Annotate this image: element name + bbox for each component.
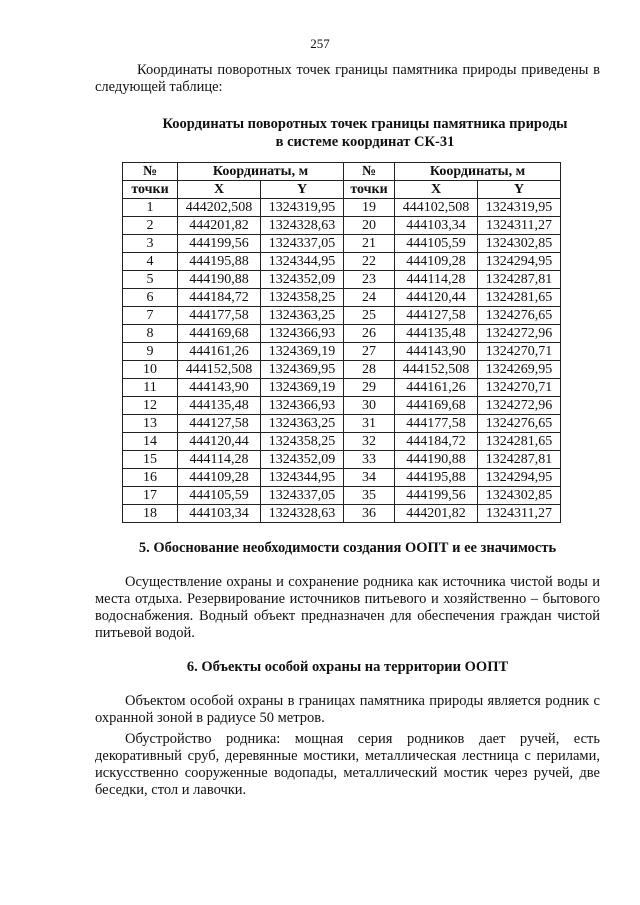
header-coords-2: Координаты, м (395, 163, 561, 181)
table-row (123, 343, 561, 361)
cell-x-2: 444143,90 (395, 343, 478, 361)
table-row (123, 307, 561, 325)
cell-y: 1324369,19 (261, 379, 344, 397)
cell-y-2: 1324319,95 (478, 199, 561, 217)
cell-y: 1324358,25 (261, 433, 344, 451)
cell-x-2: 444152,508 (395, 361, 478, 379)
table-row (123, 415, 561, 433)
cell-y: 1324319,95 (261, 199, 344, 217)
intro-paragraph: Координаты поворотных точек границы памятника природы приведены в следующей таблице: (95, 62, 600, 95)
cell-y-2: 1324294,95 (478, 469, 561, 487)
cell-x: 444202,508 (178, 199, 261, 217)
cell-x-2: 444161,26 (395, 379, 478, 397)
cell-y: 1324366,93 (261, 325, 344, 343)
cell-point-no: 6 (123, 289, 178, 307)
cell-y: 1324366,93 (261, 397, 344, 415)
cell-x-2: 444105,59 (395, 235, 478, 253)
cell-y-2: 1324270,71 (478, 379, 561, 397)
cell-x: 444161,26 (178, 343, 261, 361)
cell-x: 444103,34 (178, 505, 261, 523)
cell-point-no: 7 (123, 307, 178, 325)
cell-x-2: 444184,72 (395, 433, 478, 451)
cell-point-no: 4 (123, 253, 178, 271)
cell-x-2: 444201,82 (395, 505, 478, 523)
header-x: X (178, 181, 261, 199)
cell-x-2: 444120,44 (395, 289, 478, 307)
cell-y-2: 1324287,81 (478, 271, 561, 289)
cell-y-2: 1324302,85 (478, 235, 561, 253)
cell-point-no: 3 (123, 235, 178, 253)
cell-point-no-2: 26 (344, 325, 395, 343)
cell-y: 1324328,63 (261, 505, 344, 523)
cell-x: 444109,28 (178, 469, 261, 487)
cell-point-no-2: 32 (344, 433, 395, 451)
cell-y-2: 1324302,85 (478, 487, 561, 505)
cell-point-no-2: 35 (344, 487, 395, 505)
cell-x: 444190,88 (178, 271, 261, 289)
cell-y: 1324344,95 (261, 253, 344, 271)
cell-point-no-2: 34 (344, 469, 395, 487)
table-row (123, 505, 561, 523)
header-coords: Координаты, м (178, 163, 344, 181)
cell-point-no: 2 (123, 217, 178, 235)
cell-x-2: 444195,88 (395, 469, 478, 487)
cell-x-2: 444109,28 (395, 253, 478, 271)
header-y-2: Y (478, 181, 561, 199)
cell-x: 444201,82 (178, 217, 261, 235)
cell-point-no-2: 20 (344, 217, 395, 235)
cell-y-2: 1324281,65 (478, 433, 561, 451)
cell-point-no: 11 (123, 379, 178, 397)
cell-x: 444152,508 (178, 361, 261, 379)
cell-y: 1324363,25 (261, 307, 344, 325)
cell-y: 1324337,05 (261, 235, 344, 253)
cell-point-no: 1 (123, 199, 178, 217)
cell-point-no-2: 19 (344, 199, 395, 217)
cell-x: 444127,58 (178, 415, 261, 433)
table-row (123, 289, 561, 307)
cell-y-2: 1324272,96 (478, 325, 561, 343)
coordinates-table (122, 162, 561, 523)
header-point-sub-2: точки (344, 181, 395, 199)
header-y: Y (261, 181, 344, 199)
table-row (123, 253, 561, 271)
table-title (140, 115, 590, 151)
cell-point-no-2: 30 (344, 397, 395, 415)
cell-x: 444120,44 (178, 433, 261, 451)
section-6-heading: 6. Объекты особой охраны на территории ООПТ (186, 659, 509, 675)
cell-y-2: 1324311,27 (478, 217, 561, 235)
cell-point-no-2: 27 (344, 343, 395, 361)
cell-y: 1324328,63 (261, 217, 344, 235)
cell-x: 444143,90 (178, 379, 261, 397)
table-row (123, 379, 561, 397)
header-point-no-2: № (344, 163, 395, 181)
table-row (123, 235, 561, 253)
cell-y-2: 1324270,71 (478, 343, 561, 361)
cell-y: 1324369,95 (261, 361, 344, 379)
cell-x: 444169,68 (178, 325, 261, 343)
table-row (123, 397, 561, 415)
cell-y-2: 1324287,81 (478, 451, 561, 469)
cell-point-no-2: 31 (344, 415, 395, 433)
section-5-paragraph: Осуществление охраны и сохранение родника как источника чистой воды и места отдыха. Резервирование источников питьевого и хозяйственно – бытового водоснабжения. Водный объект предназначен для обеспечения граждан чистой питьевой водой. (95, 574, 600, 641)
cell-x-2: 444169,68 (395, 397, 478, 415)
cell-x: 444199,56 (178, 235, 261, 253)
cell-x: 444184,72 (178, 289, 261, 307)
table-row (123, 433, 561, 451)
cell-point-no: 10 (123, 361, 178, 379)
cell-point-no-2: 33 (344, 451, 395, 469)
table-row (123, 487, 561, 505)
cell-x: 444135,48 (178, 397, 261, 415)
table-row (123, 361, 561, 379)
page-number: 257 (310, 36, 330, 51)
table-row (123, 271, 561, 289)
cell-x-2: 444199,56 (395, 487, 478, 505)
cell-y-2: 1324276,65 (478, 307, 561, 325)
table-row (123, 199, 561, 217)
table-row (123, 469, 561, 487)
cell-point-no: 12 (123, 397, 178, 415)
cell-x: 444105,59 (178, 487, 261, 505)
cell-point-no: 17 (123, 487, 178, 505)
cell-point-no-2: 21 (344, 235, 395, 253)
cell-y-2: 1324269,95 (478, 361, 561, 379)
table-title-line-1: Координаты поворотных точек границы памятника природы (162, 116, 568, 132)
cell-x: 444114,28 (178, 451, 261, 469)
cell-point-no: 15 (123, 451, 178, 469)
cell-x-2: 444135,48 (395, 325, 478, 343)
cell-y: 1324369,19 (261, 343, 344, 361)
cell-x-2: 444177,58 (395, 415, 478, 433)
cell-point-no-2: 23 (344, 271, 395, 289)
cell-point-no-2: 29 (344, 379, 395, 397)
cell-point-no: 16 (123, 469, 178, 487)
cell-x-2: 444190,88 (395, 451, 478, 469)
cell-point-no-2: 22 (344, 253, 395, 271)
cell-x-2: 444114,28 (395, 271, 478, 289)
cell-point-no-2: 36 (344, 505, 395, 523)
cell-x-2: 444102,508 (395, 199, 478, 217)
cell-y: 1324344,95 (261, 469, 344, 487)
cell-y-2: 1324281,65 (478, 289, 561, 307)
cell-y-2: 1324276,65 (478, 415, 561, 433)
cell-y: 1324363,25 (261, 415, 344, 433)
cell-y: 1324352,09 (261, 271, 344, 289)
header-x-2: X (395, 181, 478, 199)
cell-point-no: 14 (123, 433, 178, 451)
table-header-row-2 (123, 181, 561, 199)
cell-x: 444195,88 (178, 253, 261, 271)
cell-point-no-2: 28 (344, 361, 395, 379)
cell-point-no: 8 (123, 325, 178, 343)
section-5-heading: 5. Обоснование необходимости создания ООПТ и ее значимость (138, 540, 557, 556)
cell-point-no: 5 (123, 271, 178, 289)
table-header-row-1 (123, 163, 561, 181)
cell-x-2: 444127,58 (395, 307, 478, 325)
cell-point-no: 18 (123, 505, 178, 523)
cell-y: 1324337,05 (261, 487, 344, 505)
table-body (123, 199, 561, 523)
cell-y: 1324358,25 (261, 289, 344, 307)
table-row (123, 217, 561, 235)
section-6-paragraph-2: Обустройство родника: мощная серия родников дает ручей, есть декоративный сруб, деревянные мостики, металлическая лестница с перилами, искусственно сооруженные водопады, металлический мостик через ручей, две беседки, стол и лавочки. (95, 731, 600, 798)
cell-point-no: 9 (123, 343, 178, 361)
cell-point-no: 13 (123, 415, 178, 433)
header-point-no: № (123, 163, 178, 181)
table-row (123, 325, 561, 343)
cell-y-2: 1324272,96 (478, 397, 561, 415)
table-title-line-2: в системе координат СК-31 (275, 134, 455, 150)
table-row (123, 451, 561, 469)
cell-y: 1324352,09 (261, 451, 344, 469)
cell-x-2: 444103,34 (395, 217, 478, 235)
cell-x: 444177,58 (178, 307, 261, 325)
header-point-sub: точки (123, 181, 178, 199)
cell-y-2: 1324311,27 (478, 505, 561, 523)
cell-point-no-2: 25 (344, 307, 395, 325)
cell-point-no-2: 24 (344, 289, 395, 307)
section-6-paragraph-1: Объектом особой охраны в границах памятника природы является родник с охранной зоной в радиусе 50 метров. (95, 693, 600, 726)
cell-y-2: 1324294,95 (478, 253, 561, 271)
